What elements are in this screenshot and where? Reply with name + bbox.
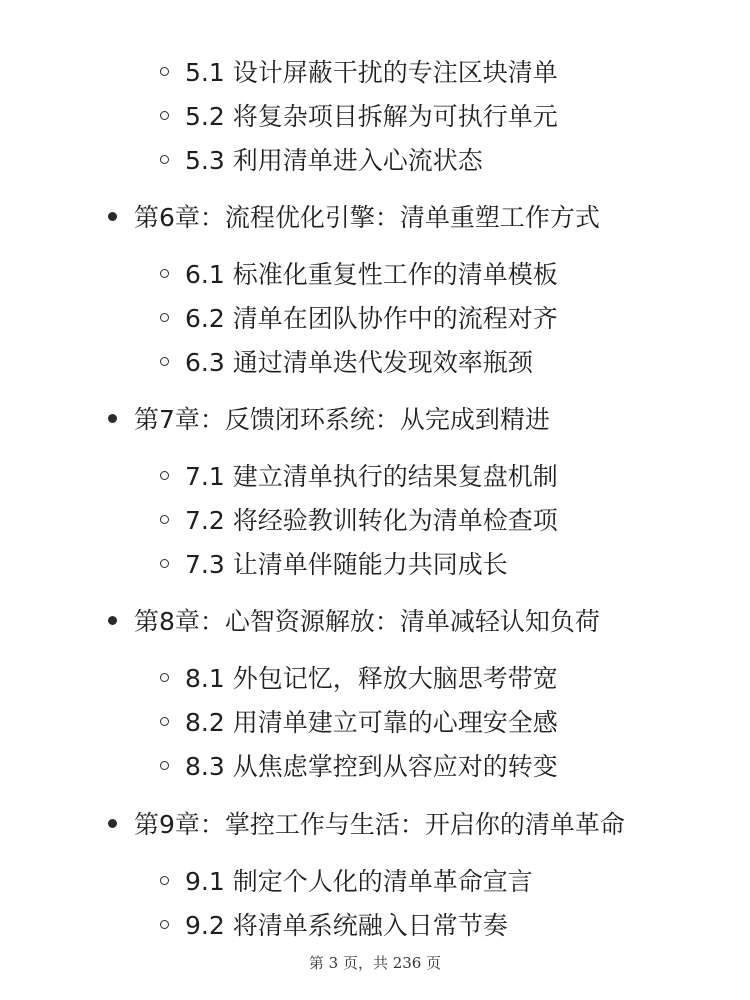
- hollow-bullet-icon: [160, 155, 169, 164]
- hollow-bullet-icon: [160, 67, 169, 76]
- hollow-bullet-icon: [160, 357, 169, 366]
- toc-entry-text: 5.1 设计屏蔽干扰的专注区块清单: [185, 58, 558, 87]
- toc-entry-text: 第8章：心智资源解放：清单减轻认知负荷: [134, 607, 600, 636]
- toc-entry-text: 6.3 通过清单迭代发现效率瓶颈: [185, 348, 533, 377]
- toc-entry-text: 8.3 从焦虑掌控到从容应对的转变: [185, 752, 558, 781]
- hollow-bullet-icon: [160, 920, 169, 929]
- toc-section-8-3: [160, 745, 558, 785]
- toc-entry-text: 7.1 建立清单执行的结果复盘机制: [185, 462, 558, 491]
- toc-section-6-1: [160, 253, 558, 293]
- hollow-bullet-icon: [160, 876, 169, 885]
- toc-section-7-2: [160, 499, 558, 539]
- toc-entry-text: 9.2 将清单系统融入日常节奏: [185, 911, 508, 940]
- hollow-bullet-icon: [160, 717, 169, 726]
- hollow-bullet-icon: [160, 471, 169, 480]
- filled-bullet-icon: [108, 616, 117, 625]
- toc-entry-text: 7.3 让清单伴随能力共同成长: [185, 550, 508, 579]
- hollow-bullet-icon: [160, 673, 169, 682]
- hollow-bullet-icon: [160, 111, 169, 120]
- toc-entry-text: 5.2 将复杂项目拆解为可执行单元: [185, 102, 558, 131]
- toc-entry-text: 第6章：流程优化引擎：清单重塑工作方式: [134, 203, 600, 232]
- toc-entry-text: 9.1 制定个人化的清单革命宣言: [185, 867, 533, 896]
- toc-entry-text: 8.1 外包记忆，释放大脑思考带宽: [185, 664, 558, 693]
- toc-section-6-3: [160, 341, 533, 381]
- hollow-bullet-icon: [160, 269, 169, 278]
- toc-entry-text: 8.2 用清单建立可靠的心理安全感: [185, 708, 558, 737]
- toc-section-5-3: [160, 139, 483, 179]
- toc-section-8-2: [160, 701, 558, 741]
- filled-bullet-icon: [108, 414, 117, 423]
- hollow-bullet-icon: [160, 761, 169, 770]
- filled-bullet-icon: [108, 212, 117, 221]
- toc-entry-text: 7.2 将经验教训转化为清单检查项: [185, 506, 558, 535]
- toc-section-9-1: [160, 860, 533, 900]
- toc-section-7-3: [160, 543, 508, 583]
- toc-chapter-8: [108, 600, 600, 640]
- hollow-bullet-icon: [160, 515, 169, 524]
- hollow-bullet-icon: [160, 313, 169, 322]
- toc-chapter-6: [108, 196, 600, 236]
- toc-entry-text: 6.2 清单在团队协作中的流程对齐: [185, 304, 558, 333]
- toc-section-8-1: [160, 657, 558, 697]
- toc-section-9-2: [160, 904, 508, 944]
- toc-entry-text: 5.3 利用清单进入心流状态: [185, 146, 483, 175]
- filled-bullet-icon: [108, 819, 117, 828]
- toc-chapter-7: [108, 398, 550, 438]
- page-footer: 第 3 页，共 236 页: [308, 954, 442, 972]
- toc-entry-text: 6.1 标准化重复性工作的清单模板: [185, 260, 558, 289]
- toc-section-6-2: [160, 297, 558, 337]
- toc-entry-text: 第9章：掌控工作与生活：开启你的清单革命: [134, 810, 625, 839]
- toc-chapter-9: [108, 803, 625, 843]
- toc-section-5-1: [160, 51, 558, 91]
- toc-entry-text: 第7章：反馈闭环系统：从完成到精进: [134, 405, 550, 434]
- toc-section-7-1: [160, 455, 558, 495]
- hollow-bullet-icon: [160, 559, 169, 568]
- toc-section-5-2: [160, 95, 558, 135]
